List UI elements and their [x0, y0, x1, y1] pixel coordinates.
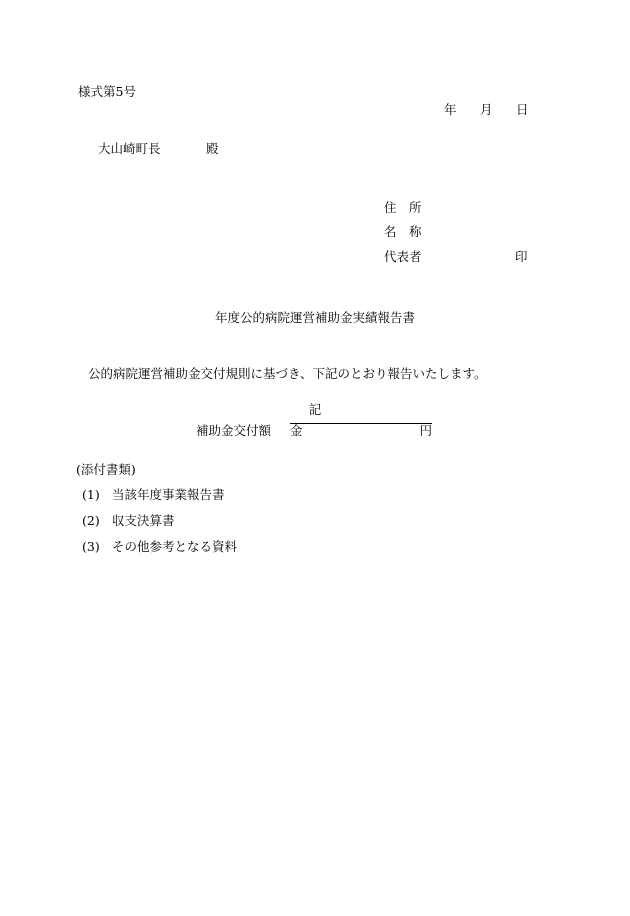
amount-prefix: 金: [290, 423, 303, 438]
addressee-name: 大山崎町長: [98, 141, 161, 156]
attachments-heading: (添付書類): [76, 462, 136, 477]
amount-unit: 円: [419, 423, 432, 438]
attachment-number: (3): [82, 539, 100, 554]
document-title: 年度公的病院運営補助金実績報告書: [214, 310, 415, 325]
date-year-label: 年: [444, 102, 457, 117]
record-heading: 記: [308, 402, 322, 417]
seal-label: 印: [515, 249, 528, 264]
addressee-honorific: 殿: [206, 141, 219, 156]
attachment-number: (1): [82, 487, 100, 502]
applicant-address-label: 住 所: [384, 200, 422, 215]
applicant-name-label: 名 称: [384, 224, 422, 239]
attachment-text: その他参考となる資料: [112, 539, 238, 554]
date-month-label: 月: [480, 102, 493, 117]
attachment-item: [82, 487, 225, 503]
date-day-label: 日: [516, 102, 529, 117]
subsidy-amount-field: [290, 423, 432, 438]
attachment-text: 当該年度事業報告書: [112, 487, 225, 502]
attachment-item: [82, 513, 175, 529]
attachment-text: 収支決算書: [112, 513, 175, 528]
applicant-representative-label: 代表者: [384, 249, 422, 264]
attachment-item: [82, 539, 237, 555]
document-body: 公的病院運営補助金交付規則に基づき、下記のとおり報告いたします。: [88, 366, 487, 381]
form-number: 様式第5号: [78, 84, 136, 99]
attachment-number: (2): [82, 513, 100, 528]
subsidy-amount-label: 補助金交付額: [196, 423, 272, 438]
